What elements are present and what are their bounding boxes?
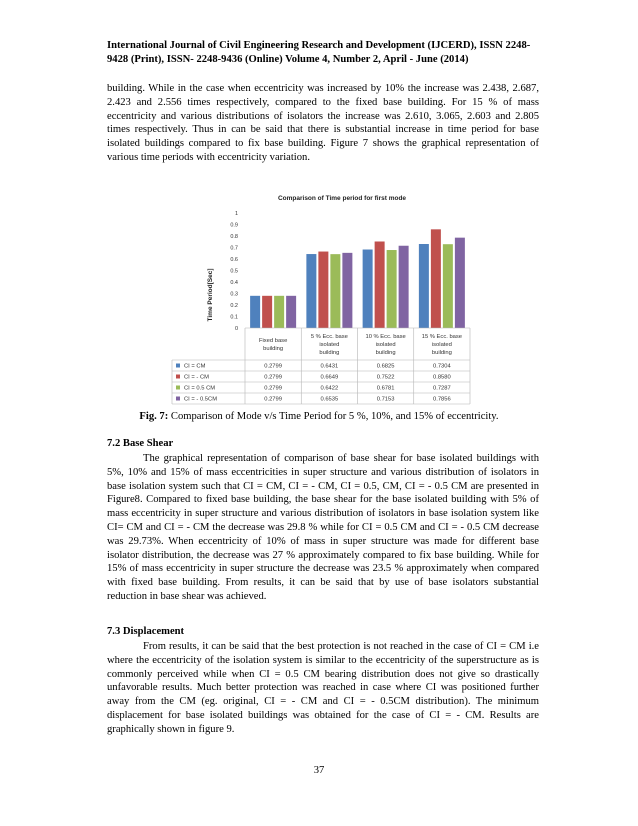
bar [330, 254, 340, 328]
bar [399, 246, 409, 328]
category-label: building [263, 346, 284, 352]
category-label: isolated [319, 342, 340, 348]
category-label: building [319, 350, 340, 356]
y-tick-label: 0.5 [230, 268, 238, 275]
category-label: Fixed base [258, 338, 288, 344]
legend-swatch [176, 364, 180, 368]
bar [375, 241, 385, 328]
category-label: building [375, 350, 396, 356]
bar [318, 252, 328, 328]
y-axis-label: Time Period[Sec] [207, 268, 214, 322]
section-7-3-heading: 7.3 Displacement [107, 626, 185, 637]
category-label: 15 % Ecc. base [421, 334, 463, 340]
bar [363, 250, 373, 328]
y-tick-label: 1 [234, 211, 238, 217]
bar [250, 296, 260, 328]
y-tick-label: 0.2 [230, 303, 238, 309]
page-number: 37 [313, 765, 325, 776]
category-label: isolated [375, 342, 396, 348]
bar [286, 296, 296, 328]
y-tick-label: 0.9 [230, 222, 238, 229]
legend-swatch [176, 397, 180, 401]
data-label: 0.6431 [320, 363, 339, 370]
y-tick-label: 0.4 [230, 280, 238, 286]
data-label: 0.7287 [433, 385, 451, 392]
data-table [172, 328, 470, 404]
y-tick-label: 0.8 [230, 234, 238, 240]
y-tick-label: 0.7 [230, 245, 238, 252]
legend-swatch [176, 386, 180, 390]
y-tick-label: 0.1 [230, 314, 238, 321]
data-label: 0.2799 [264, 385, 282, 392]
category-label: isolated [431, 342, 452, 348]
data-label: 0.7522 [376, 374, 395, 381]
data-label: 0.6535 [320, 396, 339, 403]
y-tick-label: 0.6 [230, 257, 238, 263]
y-tick-label: 0 [234, 326, 238, 332]
bar [443, 244, 453, 328]
section-7-2-body: The graphical representation of comparison of base shear for base isolated buildings with 5%, 10% and 15% of mass eccentricities in super structure and various distribution of isolators in base isolation system such that CI = CM, CI = - CM, CI = 0.5, CM, CI = - 0.5 CM are presented in Figure8. Compared to fixed base building, the base shear for the base isolated building with 5% of mass eccentricity in super structure and various distribution of isolators in base isolation system like CI= CM and CI = - CM the decrease was 29.8 % while for CI = 0.5 CM and CI = - 0.5 CM decrease was 29.73%. When eccentricity of 10% of mass in super structure was made for different base isolator distribution, the decrease was 27 % approximately compared to fix base building. While for 15% of mass eccentricity in super structure the decrease was 23.5 % approximately when compared with fixed base building. From results, it can be said that by use of base isolators substantial reduction in base shear was achieved. [107, 453, 539, 602]
bar [431, 229, 441, 328]
bar [455, 238, 465, 328]
bar [274, 296, 284, 328]
category-label: 10 % Ecc. base [365, 334, 406, 340]
bars [250, 229, 465, 328]
legend-swatch [176, 375, 180, 379]
section-7-3-body: From results, it can be said that the best protection is not reached in the case of CI = CM i.e where the eccentricity of the isolation system is similar to the eccentricity of the superstructure as is commonly perceived while when CI = 0.5 CM bearing distribution does not give so drastically unfavorable results. Much better protection was reached in case where CI was positioned further away from the CM (eg. original, CI = - CM and CI = - 0.5CM distribution). The minimum displacement for base isolated buildings was obtained for the case of CI = - CM. Results are graphically shown in figure 9. [107, 641, 539, 735]
legend-label: CI = 0.5 CM [184, 385, 216, 392]
bar [262, 296, 272, 328]
legend-label: CI = - 0.5CM [184, 396, 218, 403]
figure-label: Fig. 7: [139, 411, 169, 422]
data-label: 0.7153 [376, 396, 395, 403]
journal-header: International Journal of Civil Engineering Research and Development (IJCERD), ISSN 2248-9428 (Print), ISSN- 2248-9436 (Online) Volume 4, Number 2, April - June (2014) [107, 40, 531, 65]
category-label: 5 % Ecc. base [310, 334, 348, 340]
data-label: 0.7856 [433, 396, 451, 403]
data-label: 0.6781 [376, 385, 395, 392]
legend-label: CI = - CM [184, 374, 209, 381]
section-7-2-heading: 7.2 Base Shear [107, 438, 174, 449]
y-tick-label: 0.3 [230, 291, 238, 298]
data-label: 0.2799 [264, 374, 282, 381]
figure-caption [0, 411, 638, 422]
legend-label: CI = CM [184, 363, 206, 370]
data-label: 0.7304 [433, 363, 451, 370]
data-label: 0.2799 [264, 396, 282, 403]
time-period-chart [150, 183, 480, 405]
data-label: 0.6825 [376, 363, 395, 370]
data-label: 0.2799 [264, 363, 282, 370]
chart-title: Comparison of Time period for first mode [277, 195, 407, 202]
intro-paragraph: building. While in the case when eccentricity was increased by 10% the increase was 2.438, 2.687, 2.423 and 2.556 times respectively, compared to the fixed base building. For 15 % of mass eccentricity and various distributions of isolators the increase was 2.610, 3.065, 2.603 and 2.805 times respectively. Thus in can be said that there is substantial increase in time period for base isolated buildings compared to fix base building. Figure 7 shows the graphical representation of various time periods with eccentricity variation. [107, 83, 539, 163]
bar [387, 250, 397, 328]
figure-caption-text: Comparison of Mode v/s Time Period for 5 %, 10%, and 15% of eccentricity. [168, 411, 499, 422]
data-label: 0.6649 [320, 374, 339, 381]
bar [342, 253, 352, 328]
bar [419, 244, 429, 328]
y-axis-ticks [230, 211, 238, 332]
bar [306, 254, 316, 328]
data-label: 0.8580 [433, 374, 451, 381]
data-label: 0.6422 [320, 385, 339, 392]
category-label: building [431, 350, 452, 356]
